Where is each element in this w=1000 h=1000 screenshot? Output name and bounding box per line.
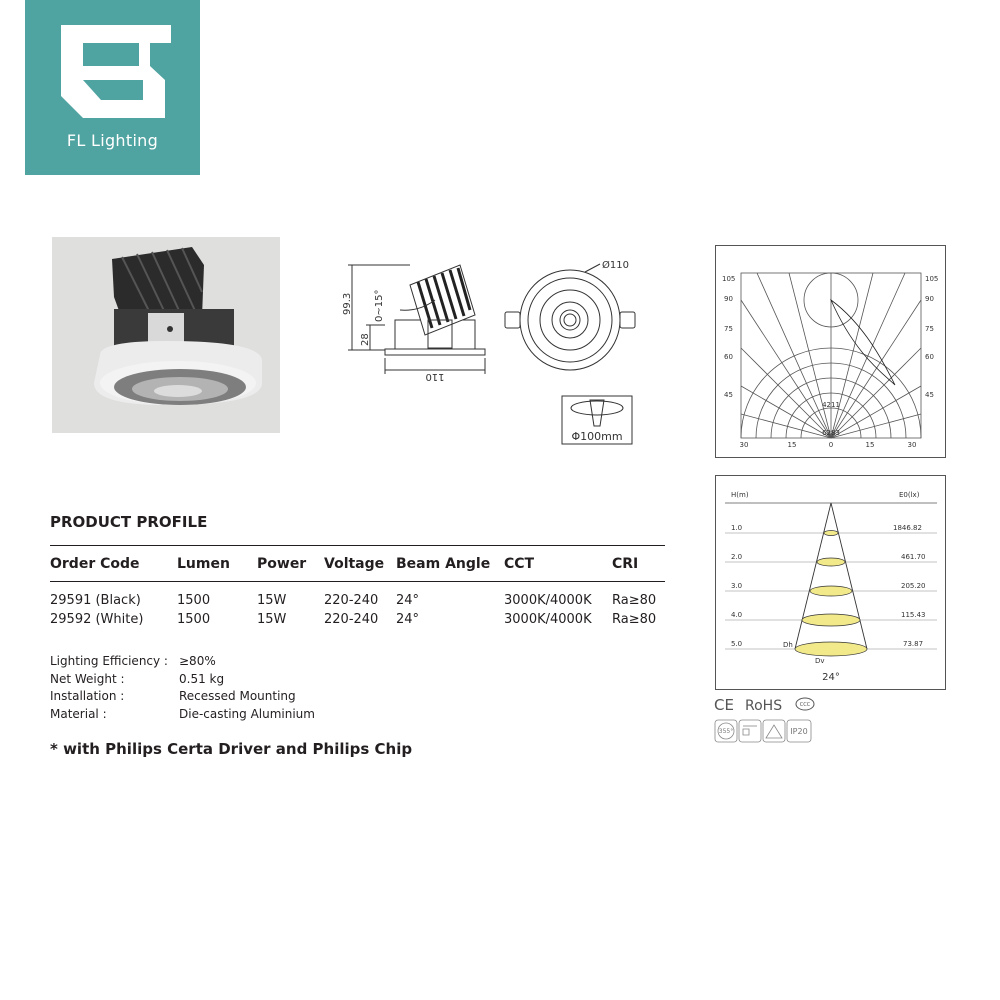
detail-row [50, 706, 315, 724]
polar-bottom-label-2: 15 [787, 441, 797, 449]
brand-logo [25, 0, 200, 175]
ccc-mark-icon [796, 698, 814, 710]
cell-power: 15W [257, 611, 287, 627]
product-details [50, 653, 315, 723]
illuminance-cone-diagram [715, 475, 946, 690]
col-cct: CCT [504, 546, 612, 582]
certification-marks [712, 693, 832, 748]
detail-label: Lighting Efficiency : [50, 654, 168, 668]
polar-right-label-1: 105 [925, 275, 939, 283]
table-header-row [50, 546, 665, 582]
cell-lumen: 1500 [177, 592, 211, 608]
polar-left-label-1: 105 [722, 275, 736, 283]
svg-text:CCC: CCC [799, 702, 811, 708]
cone-lux-5: 73.87 [903, 640, 924, 648]
cell-cri: Ra≥80 [612, 592, 657, 608]
dim-height-total: 99.3 [342, 292, 353, 315]
detail-label: Net Weight : [50, 671, 125, 686]
cone-angle-label: 24° [822, 672, 840, 683]
cell-cct: 3000K/4000K [504, 611, 592, 627]
polar-bottom-label-1: 30 [739, 441, 749, 449]
polar-bottom-label-5: 30 [907, 441, 917, 449]
col-power: Power [257, 546, 324, 582]
detail-row [50, 688, 315, 706]
cell-voltage: 220-240 [324, 611, 379, 627]
detail-value: ≥80% [179, 654, 216, 668]
rohs-mark-icon: RoHS [745, 698, 783, 714]
cone-lux-3: 205.20 [901, 582, 926, 590]
cone-height-5: 5.0 [731, 640, 743, 648]
dim-width: 110 [425, 371, 445, 382]
polar-right-label-4: 60 [925, 353, 934, 361]
cell-lumen: 1500 [177, 611, 211, 627]
cone-height-2: 2.0 [731, 553, 743, 561]
polar-left-label-2: 90 [724, 295, 733, 303]
detail-row [50, 671, 315, 689]
detail-label: Material : [50, 706, 107, 721]
polar-center-value-2: 6283 [822, 429, 840, 437]
product-photo [52, 237, 280, 433]
dim-cutout: Φ100mm [571, 430, 623, 443]
ip-rating-icon: IP20 [790, 727, 808, 736]
cone-height-3: 3.0 [731, 582, 743, 590]
cone-height-4: 4.0 [731, 611, 743, 619]
dimension-drawings [340, 250, 640, 450]
detail-label: Installation : [50, 689, 125, 703]
detail-row [50, 653, 315, 671]
cone-lux-1: 1846.82 [893, 524, 922, 532]
profile-heading: PRODUCT PROFILE [50, 513, 208, 531]
polar-left-label-5: 45 [724, 391, 733, 399]
spec-table [50, 545, 665, 629]
cone-height-1: 1.0 [731, 524, 743, 532]
detail-value: Die-casting Aluminium [179, 706, 315, 721]
col-voltage: Voltage [324, 546, 396, 582]
dim-tilt: 0~15° [374, 289, 385, 322]
cell-beam-angle: 24° [396, 592, 420, 608]
table-row [50, 582, 665, 610]
col-beam-angle: Beam Angle [396, 546, 504, 582]
polar-diagram [715, 245, 946, 458]
cone-dh-label: Dh [783, 641, 793, 649]
col-cri: CRI [612, 546, 665, 582]
detail-value: Recessed Mounting [179, 689, 296, 703]
driver-note: * with Philips Certa Driver and Philips Chip [50, 740, 413, 758]
polar-bottom-label-4: 15 [865, 441, 875, 449]
polar-right-label-2: 90 [925, 295, 934, 303]
cell-order-code: 29591 (Black) [50, 592, 141, 608]
logo-text: FL Lighting [66, 131, 159, 150]
col-order-code: Order Code [50, 546, 177, 582]
polar-bottom-label-3: 0 [828, 441, 834, 449]
cone-lux-4: 115.43 [901, 611, 926, 619]
polar-right-label-5: 45 [925, 391, 934, 399]
cone-dv-label: Dv [815, 657, 825, 665]
cone-lux-2: 461.70 [901, 553, 926, 561]
cone-h-header: H(m) [731, 491, 749, 499]
rotation-icon: 355° [718, 728, 734, 735]
polar-left-label-4: 60 [724, 353, 733, 361]
cell-cri: Ra≥80 [612, 611, 657, 627]
dim-height-part: 28 [360, 333, 371, 346]
cell-order-code: 29592 (White) [50, 611, 144, 627]
ce-mark-icon: CE [714, 696, 734, 714]
table-row [50, 610, 665, 629]
col-lumen: Lumen [177, 546, 257, 582]
polar-center-value-1: 4211 [822, 401, 840, 409]
cell-power: 15W [257, 592, 287, 608]
cell-cct: 3000K/4000K [504, 592, 592, 608]
cell-beam-angle: 24° [396, 611, 420, 627]
dim-diameter: Ø110 [602, 260, 629, 271]
polar-left-label-3: 75 [724, 325, 733, 333]
cone-e-header: E0(lx) [899, 491, 920, 499]
polar-right-label-3: 75 [925, 325, 934, 333]
cell-voltage: 220-240 [324, 592, 379, 608]
detail-value: 0.51 kg [179, 671, 225, 686]
